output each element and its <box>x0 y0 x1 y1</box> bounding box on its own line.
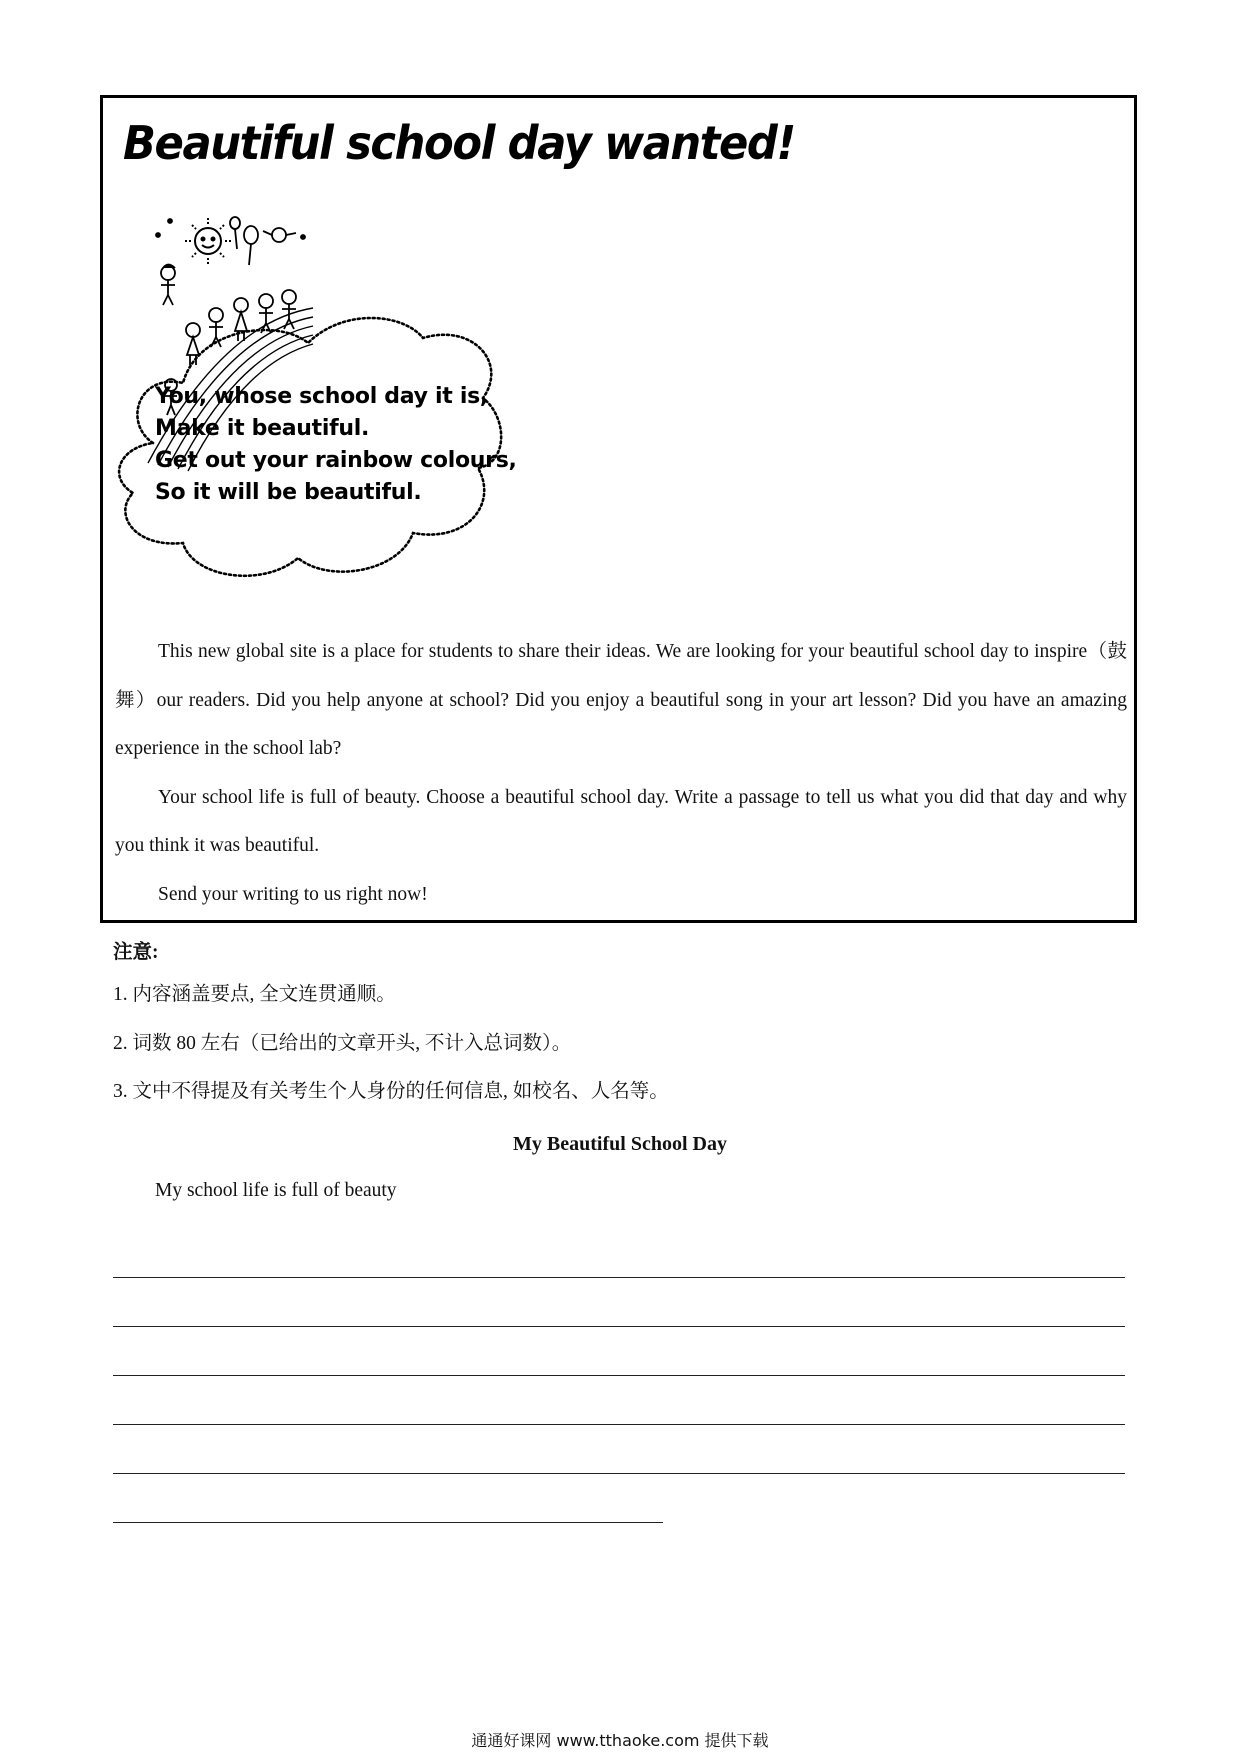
poster-title: Beautiful school day wanted! <box>123 116 795 170</box>
notes-item: 1. 内容涵盖要点, 全文连贯通顺。 <box>113 984 396 1005</box>
notes-list <box>113 971 669 1117</box>
writing-line[interactable] <box>113 1424 1125 1425</box>
poem <box>155 381 517 509</box>
writing-line[interactable] <box>113 1326 1125 1327</box>
notes-label: 注意: <box>113 942 159 963</box>
writing-line[interactable] <box>113 1473 1125 1474</box>
poem-line: You, whose school day it is, <box>155 384 488 409</box>
poster-paragraph: This new global site is a place for students to share their ideas. We are looking for your beautiful school day to inspire（鼓舞）our readers. Did you help anyone at school? Did you enjoy a beautiful song in your art lesson? Did you have an amazing experience in the school lab? <box>115 641 1127 759</box>
poem-line: So it will be beautiful. <box>155 480 422 505</box>
essay-opening: My school life is full of beauty <box>155 1180 397 1201</box>
poster-body <box>115 628 1127 919</box>
notes-item: 2. 词数 80 左右（已给出的文章开头, 不计入总词数）。 <box>113 1032 572 1054</box>
poem-line: Make it beautiful. <box>155 416 370 441</box>
notes-section <box>113 935 669 1117</box>
notes-item: 3. 文中不得提及有关考生个人身份的任何信息, 如校名、人名等。 <box>113 1081 669 1102</box>
balloon-icon <box>230 217 258 265</box>
sun-icon <box>185 218 231 264</box>
writing-line[interactable] <box>113 1522 663 1523</box>
poem-line: Get out your rainbow colours, <box>155 448 517 473</box>
writing-line[interactable] <box>113 1277 1125 1278</box>
page-footer: 通通好课网 www.tthaoke.com 提供下载 <box>471 1731 769 1750</box>
writing-line[interactable] <box>113 1375 1125 1376</box>
essay-title: My Beautiful School Day <box>513 1133 727 1155</box>
poster-paragraph: Your school life is full of beauty. Choose a beautiful school day. Write a passage to tell us what you did that day and why you think it was beautiful. <box>115 786 1127 856</box>
poster-box <box>100 95 1137 923</box>
poster-paragraph: Send your writing to us right now! <box>158 883 428 905</box>
